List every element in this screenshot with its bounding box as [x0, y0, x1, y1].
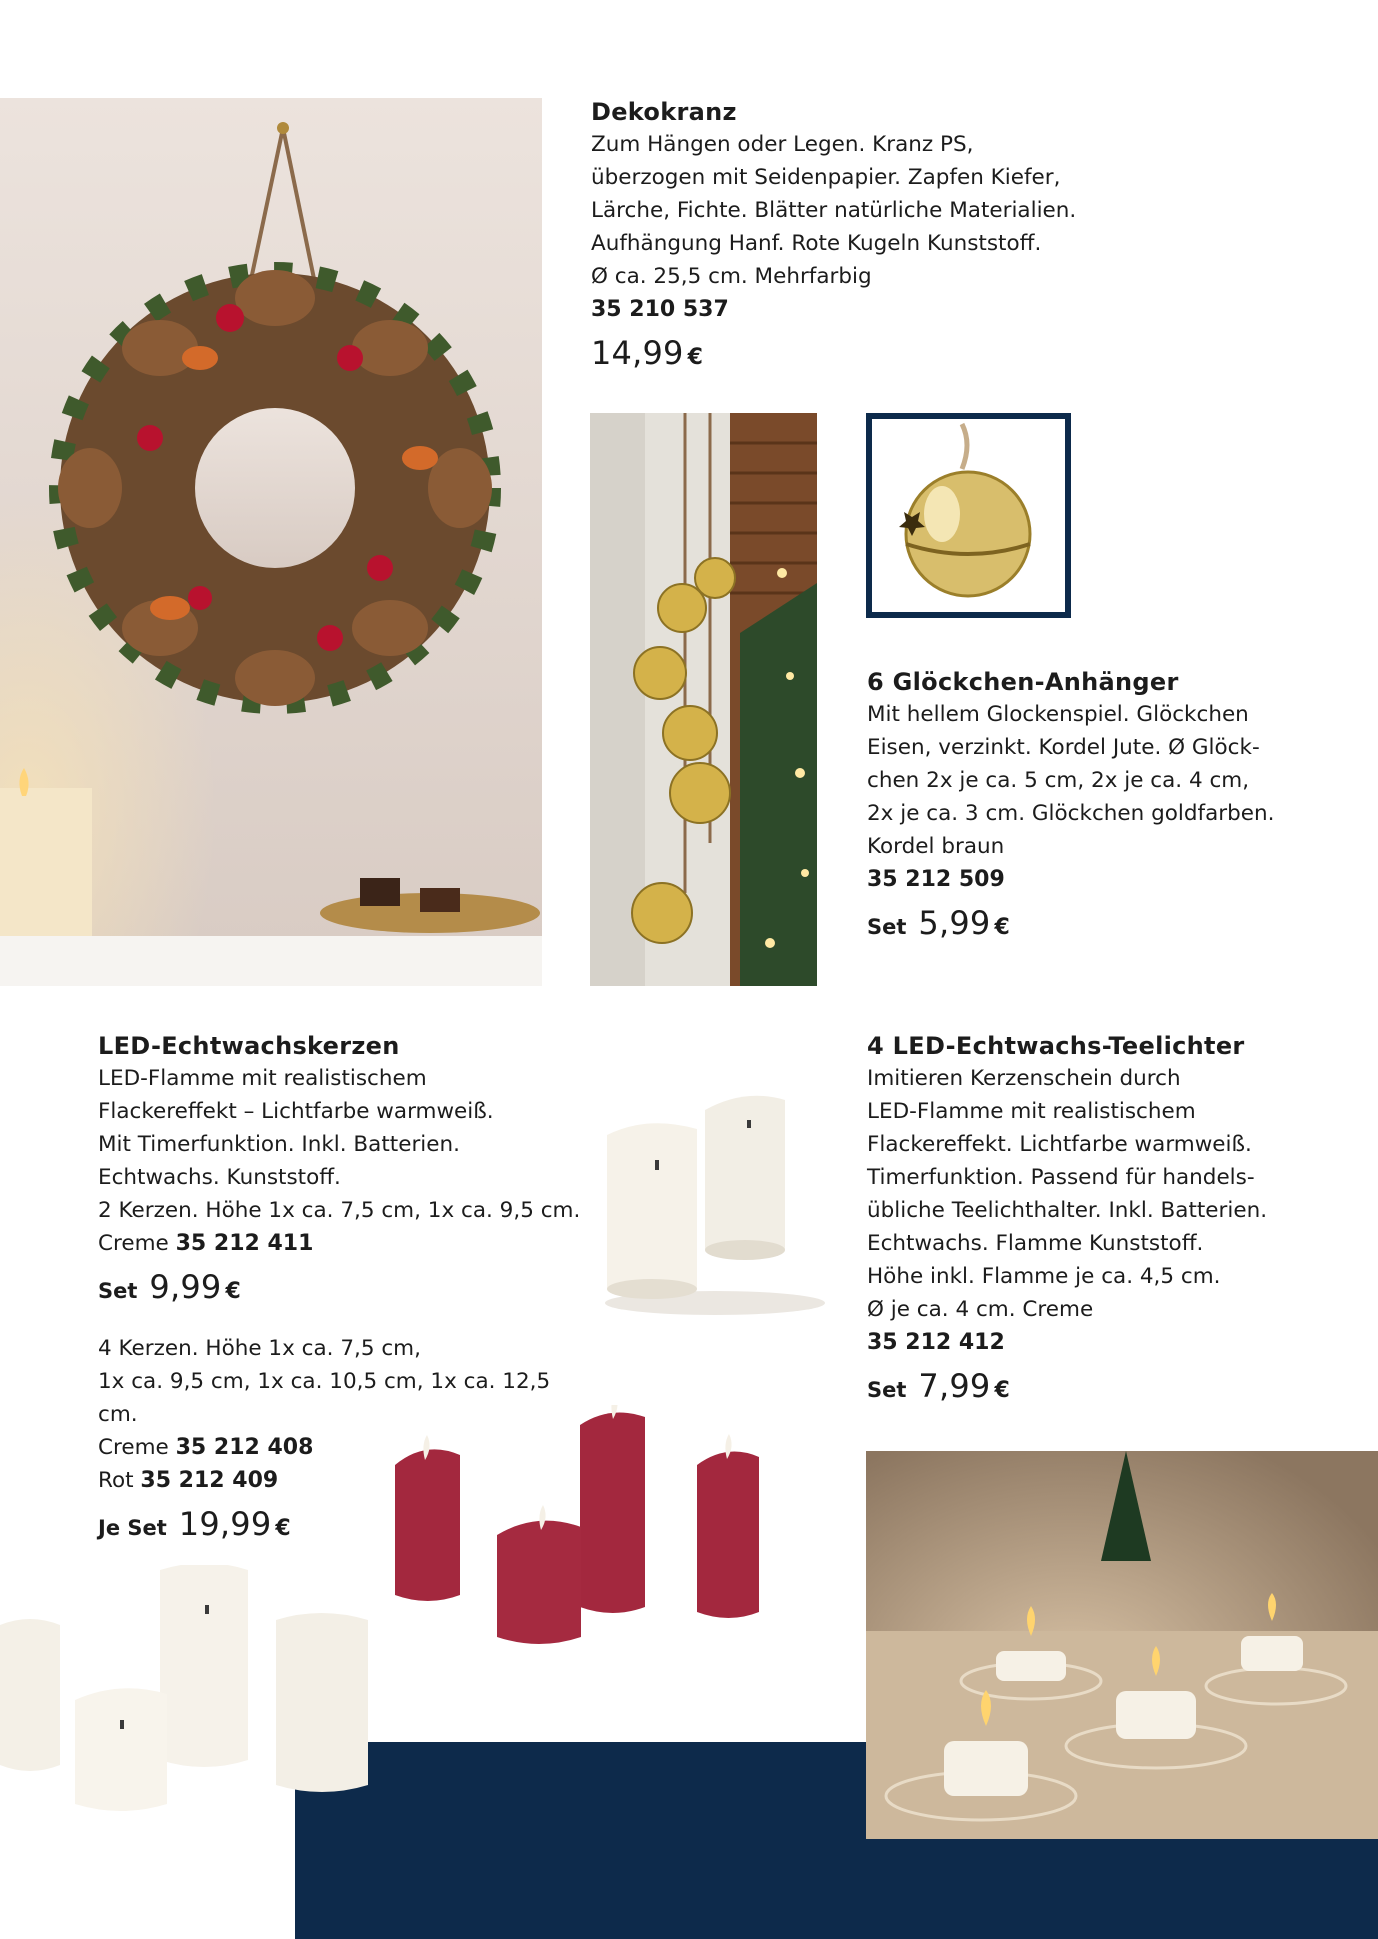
dekokranz-block [591, 96, 1171, 372]
gloeckchen-line: chen 2x je ca. 5 cm, 2x je ca. 4 cm, [867, 768, 1250, 793]
teelichter-line: Höhe inkl. Flamme je ca. 4,5 cm. [867, 1264, 1221, 1289]
variant-label: Creme [98, 1435, 169, 1460]
set2-line: 4 Kerzen. Höhe 1x ca. 7,5 cm, [98, 1336, 421, 1361]
led-kerzen-line: Echtwachs. Kunststoff. [98, 1165, 341, 1190]
bell-closeup-image [872, 419, 1065, 612]
gloeckchen-line: 2x je ca. 3 cm. Glöckchen goldfarben. [867, 801, 1275, 826]
variant-article-number: 35 212 411 [175, 1231, 314, 1256]
teelichter-line: Timerfunktion. Passend für handels- [867, 1165, 1255, 1190]
dekokranz-currency: € [687, 345, 703, 370]
dekokranz-line: überzogen mit Seidenpapier. Zapfen Kiefer, [591, 165, 1061, 190]
gloeckchen-block [867, 666, 1347, 942]
teelichter-title: 4 LED-Echtwachs-Teelichter [867, 1032, 1245, 1060]
gloeckchen-description [867, 698, 1347, 863]
teelichter-price-row [867, 1367, 1347, 1405]
teelichter-line: LED-Flamme mit realistischem [867, 1099, 1196, 1124]
set1-price [149, 1268, 240, 1306]
set1-currency: € [225, 1279, 241, 1304]
set2-price-prefix: Je Set [98, 1516, 167, 1540]
dekokranz-line: Aufhängung Hanf. Rote Kugeln Kunststoff. [591, 231, 1042, 256]
dekokranz-description [591, 128, 1171, 293]
red-candles-image [385, 1405, 795, 1670]
set2-line: 1x ca. 9,5 cm, 1x ca. 10,5 cm, 1x ca. 12,5 cm. [98, 1369, 551, 1427]
teelichter-line: übliche Teelichthalter. Inkl. Batterien. [867, 1198, 1268, 1223]
gloeckchen-price-prefix: Set [867, 915, 907, 939]
four-cream-candles-image [0, 1565, 380, 1835]
variant-article-number: 35 212 408 [175, 1435, 314, 1460]
two-cream-candles-image [595, 1065, 825, 1315]
wreath-photo [0, 98, 542, 986]
tealights-image [866, 1451, 1378, 1839]
led-kerzen-line: Flackereffekt – Lichtfarbe warmweiß. [98, 1099, 494, 1124]
teelichter-currency: € [994, 1378, 1010, 1403]
led-kerzen-line: 2 Kerzen. Höhe 1x ca. 7,5 cm, 1x ca. 9,5 cm. [98, 1198, 581, 1223]
dekokranz-price [591, 334, 703, 372]
variant-article-number: 35 212 409 [140, 1468, 279, 1493]
set1-price-value: 9,99 [149, 1268, 222, 1306]
gloeckchen-price-row [867, 904, 1347, 942]
gloeckchen-line: Eisen, verzinkt. Kordel Jute. Ø Glöck- [867, 735, 1260, 760]
wreath-image [0, 98, 542, 986]
led-kerzen-description [98, 1062, 588, 1260]
gloeckchen-line: Mit hellem Glockenspiel. Glöckchen [867, 702, 1249, 727]
dekokranz-article-number: 35 210 537 [591, 297, 729, 322]
teelichter-line: Imitieren Kerzenschein durch [867, 1066, 1181, 1091]
dekokranz-title: Dekokranz [591, 98, 737, 126]
teelichter-price-value: 7,99 [918, 1367, 991, 1405]
dekokranz-price-row [591, 334, 1171, 372]
two-cream-candles-photo [595, 1065, 825, 1315]
bells-photo [590, 413, 817, 986]
teelichter-line: Ø je ca. 4 cm. Creme [867, 1297, 1094, 1322]
dekokranz-price-value: 14,99 [591, 334, 684, 372]
gloeckchen-title: 6 Glöckchen-Anhänger [867, 668, 1179, 696]
teelichter-price [918, 1367, 1009, 1405]
gloeckchen-currency: € [994, 915, 1010, 940]
led-kerzen-variant-row [98, 1227, 588, 1260]
set2-price-value: 19,99 [178, 1505, 272, 1543]
teelichter-article-number: 35 212 412 [867, 1330, 1005, 1355]
gloeckchen-price [918, 904, 1009, 942]
teelichter-block [867, 1030, 1347, 1405]
led-kerzen-line: LED-Flamme mit realistischem [98, 1066, 427, 1091]
led-kerzen-line: Mit Timerfunktion. Inkl. Batterien. [98, 1132, 460, 1157]
teelichter-price-prefix: Set [867, 1378, 907, 1402]
teelichter-description [867, 1062, 1347, 1326]
dekokranz-line: Ø ca. 25,5 cm. Mehrfarbig [591, 264, 872, 289]
teelichter-line: Echtwachs. Flamme Kunststoff. [867, 1231, 1204, 1256]
teelichter-line: Flackereffekt. Lichtfarbe warmweiß. [867, 1132, 1252, 1157]
bells-image [590, 413, 817, 986]
red-candles-photo [385, 1405, 795, 1670]
variant-label: Creme [98, 1231, 169, 1256]
gloeckchen-line: Kordel braun [867, 834, 1005, 859]
gloeckchen-price-value: 5,99 [918, 904, 991, 942]
dekokranz-line: Zum Hängen oder Legen. Kranz PS, [591, 132, 974, 157]
variant-label: Rot [98, 1468, 134, 1493]
led-kerzen-set1-price-row [98, 1268, 588, 1306]
dekokranz-line: Lärche, Fichte. Blätter natürliche Materialien. [591, 198, 1077, 223]
led-kerzen-title: LED-Echtwachskerzen [98, 1032, 400, 1060]
set1-price-prefix: Set [98, 1279, 138, 1303]
set2-currency: € [275, 1516, 291, 1541]
set2-price [179, 1505, 291, 1543]
four-cream-candles-photo [0, 1565, 380, 1835]
tealights-photo [866, 1451, 1378, 1839]
gloeckchen-article-number: 35 212 509 [867, 867, 1005, 892]
bell-closeup-frame [866, 413, 1071, 618]
